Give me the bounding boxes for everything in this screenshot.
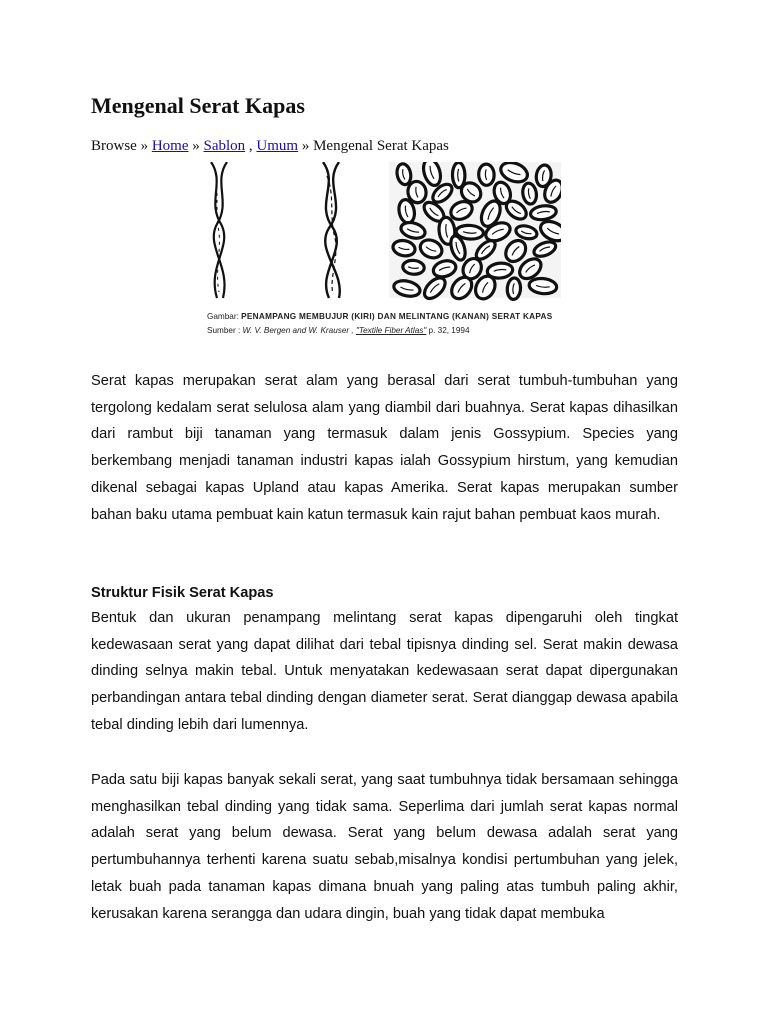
- breadcrumb-prefix: Browse: [91, 138, 137, 154]
- breadcrumb-link-home[interactable]: Home: [151, 138, 189, 154]
- paragraph-intro: Serat kapas merupakan serat alam yang berasal dari serat tumbuh-tumbuhan yang tergolong kedalam serat selulosa alam yang diambil dari buahnya. Serat kapas dihasilkan dari rambut biji tanaman yang termasuk dalam jenis Gossypium. Species yang berkembang menjadi tanaman industri kapas ialah Gossypium hirstum, yang kemudian dikenal sebagai kapas Upland atau kapas Amerika. Serat kapas merupakan sumber bahan baku utama pembuat kain katun termasuk kain rajut bahan pembuat kaos murah.: [91, 373, 678, 523]
- figure-source: [207, 326, 470, 335]
- source-book-title: "Textile Fiber Atlas": [355, 326, 427, 335]
- caption-label: Gambar:: [207, 312, 239, 321]
- source-details: p. 32, 1994: [428, 326, 470, 335]
- source-authors: W. V. Bergen and W. Krauser ,: [242, 326, 354, 335]
- section-heading: Struktur Fisik Serat Kapas: [91, 585, 274, 601]
- paragraph-structure: Bentuk dan ukuran penampang melintang serat kapas dipengaruhi oleh tingkat kedewasaan serat yang dapat dilihat dari tebal tipisnya dinding sel. Serat makin dewasa dinding selnya makin tebal. Untuk menyatakan kedewasaan serat dapat dipergunakan perbandingan antara tebal dinding dengan diameter serat. Serat dianggap dewasa apabila tebal dinding lebih dari lumennya.: [91, 610, 678, 733]
- cotton-fiber-illustration: [205, 162, 561, 302]
- breadcrumb-separator: »: [301, 138, 310, 154]
- cross-section-cell: [478, 164, 494, 186]
- breadcrumb-separator: »: [140, 138, 149, 154]
- cross-section-cell: [507, 278, 522, 300]
- breadcrumb: [91, 137, 449, 155]
- breadcrumb-separator: »: [192, 138, 200, 154]
- breadcrumb-comma: ,: [248, 138, 253, 154]
- cotton-fiber-figure: [205, 162, 561, 342]
- breadcrumb-current: Mengenal Serat Kapas: [313, 138, 449, 154]
- page-title: Mengenal Serat Kapas: [91, 93, 305, 118]
- figure-caption: [207, 312, 553, 321]
- paragraph-maturity: Pada satu biji kapas banyak sekali serat, yang saat tumbuhnya tidak bersamaan sehingga menghasilkan tebal dinding yang tidak sama. Seperlima dari jumlah serat kapas normal adalah serat yang belum dewasa. Serat yang belum dewasa adalah serat yang pertumbuhannya terhenti karena suatu sebab,misalnya kondisi pertumbuhan yang jelek, letak buah pada tanaman kapas dimana bnuah yang paling atas tumbuh paling akhir, kerusakan karena serangga dan udara dingin, buah yang tidak dapat membuka: [91, 772, 678, 922]
- source-label: Sumber :: [207, 326, 241, 335]
- longitudinal-fiber-right: [323, 162, 340, 298]
- cross-section-cell: [402, 259, 425, 275]
- breadcrumb-link-umum[interactable]: Umum: [256, 138, 299, 154]
- breadcrumb-link-sablon[interactable]: Sablon: [203, 138, 246, 154]
- caption-text: PENAMPANG MEMBUJUR (KIRI) DAN MELINTANG (KANAN) SERAT KAPAS: [241, 312, 553, 321]
- longitudinal-fiber-left: [211, 162, 227, 298]
